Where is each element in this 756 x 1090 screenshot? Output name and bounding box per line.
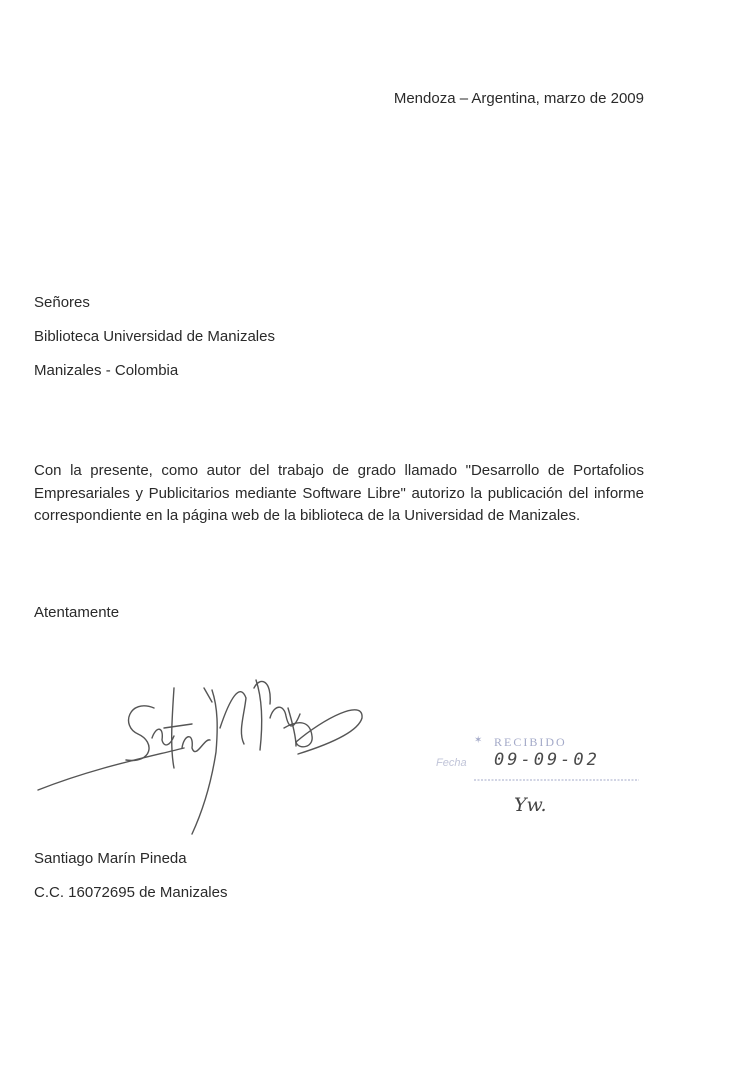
stamp-star-icon: ✶ [474, 735, 483, 746]
stamp-fecha-label: Fecha [436, 757, 467, 769]
stamp-date-line [434, 730, 654, 790]
received-stamp [434, 730, 654, 830]
place-date: Mendoza – Argentina, marzo de 2009 [393, 90, 644, 107]
signer-block [34, 850, 227, 918]
location: Manizales - Colombia [34, 362, 179, 379]
signer-name: Santiago Marín Pineda [34, 850, 187, 867]
addressee-block [34, 294, 275, 396]
closing: Atentamente [34, 604, 120, 621]
institution: Biblioteca Universidad de Manizales [34, 328, 275, 345]
handwritten-signature [34, 668, 374, 838]
stamp-initials: Yw. [514, 794, 547, 816]
stamp-date: 09-09-02 [494, 750, 600, 770]
stamp-label: RECIBIDO [494, 735, 567, 749]
signer-id: C.C. 16072695 de Manizales [34, 884, 228, 901]
salutation: Señores [34, 294, 90, 311]
letter-body: Con la presente, como autor del trabajo de grado llamado "Desarrollo de Portafolios Empresariales y Publicitarios mediante Software Libre" autorizo la publicación del informe correspondiente en la página web de la biblioteca de la Universidad de Manizales. [34, 462, 644, 524]
